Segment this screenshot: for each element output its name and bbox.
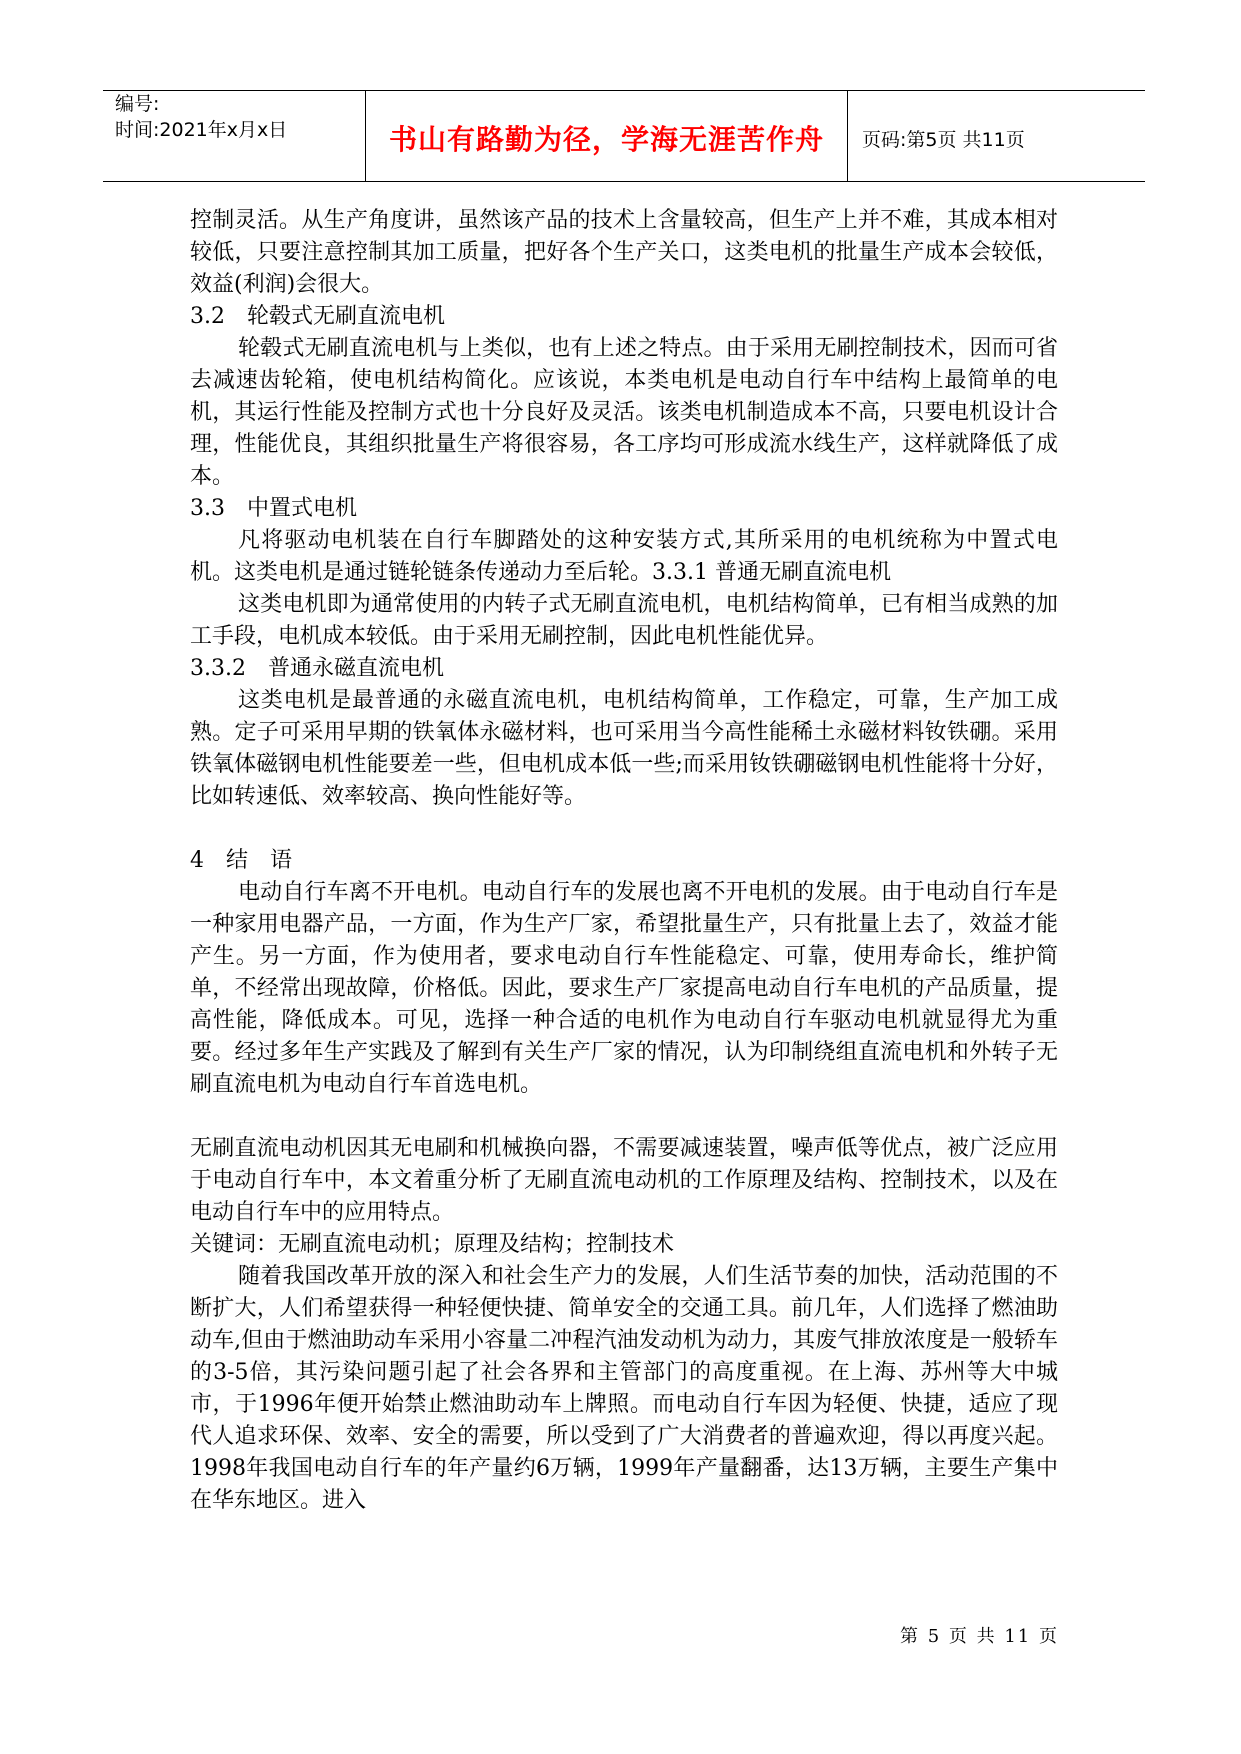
section-heading-3-3: 3.3 中置式电机 <box>190 496 357 521</box>
header-meta <box>103 91 366 181</box>
paragraph: 凡将驱动电机装在自行车脚踏处的这种安装方式,其所采用的电机统称为中置式电机。这类电机是通过链轮链条传递动力至后轮。3.3.1 普通无刷直流电机 <box>190 528 1058 585</box>
section-heading-3-2: 3.2 轮毂式无刷直流电机 <box>190 304 445 329</box>
keywords-line: 关键词：无刷直流电动机；原理及结构；控制技术 <box>190 1232 675 1257</box>
paragraph: 这类电机是最普通的永磁直流电机，电机结构简单，工作稳定，可靠，生产加工成熟。定子可采用早期的铁氧体永磁材料，也可采用当今高性能稀土永磁材料钕铁硼。采用铁氧体磁钢电机性能要差一些，但电机成本低一些;而采用钕铁硼磁钢电机性能将十分好，比如转速低、效率较高、换向性能好等。 <box>190 688 1058 809</box>
page-footer: 第 5 页 共 11 页 <box>900 1626 1059 1647</box>
header-motto: 书山有路勤为径，学海无涯苦作舟 <box>366 91 848 181</box>
paragraph: 随着我国改革开放的深入和社会生产力的发展，人们生活节奏的加快，活动范围的不断扩大，人们希望获得一种轻便快捷、简单安全的交通工具。前几年，人们选择了燃油助动车,但由于燃油助动车采用小容量二冲程汽油发动机为动力，其废气排放浓度是一般轿车的3-5倍，其污染问题引起了社会各界和主管部门的高度重视。在上海、苏州等大中城市，于1996年便开始禁止燃油助动车上牌照。而电动自行车因为轻便、快捷，适应了现代人追求环保、效率、安全的需要，所以受到了广大消费者的普遍欢迎，得以再度兴起。1998年我国电动自行车的年产量约6万辆，1999年产量翻番，达13万辆，主要生产集中在华东地区。进入 <box>190 1264 1058 1513</box>
document-body <box>190 205 1058 1517</box>
abstract-paragraph: 无刷直流电动机因其无电刷和机械换向器，不需要减速装置，噪声低等优点，被广泛应用于电动自行车中，本文着重分析了无刷直流电动机的工作原理及结构、控制技术，以及在电动自行车中的应用特点。 <box>190 1136 1058 1225</box>
section-heading-4: 4 结 语 <box>190 848 292 873</box>
blank-line <box>190 1101 1058 1133</box>
paragraph: 轮毂式无刷直流电机与上类似，也有上述之特点。由于采用无刷控制技术，因而可省去减速齿轮箱，使电机结构简化。应该说，本类电机是电动自行车中结构上最简单的电机，其运行性能及控制方式也十分良好及灵活。该类电机制造成本不高，只要电机设计合理，性能优良，其组织批量生产将很容易，各工序均可形成流水线生产，这样就降低了成本。 <box>190 336 1058 489</box>
document-header <box>103 90 1145 182</box>
section-heading-3-3-2: 3.3.2 普通永磁直流电机 <box>190 656 444 681</box>
header-page-number: 页码:第5页 共11页 <box>862 128 1025 151</box>
serial-number-label: 编号: <box>115 93 160 115</box>
paragraph: 控制灵活。从生产角度讲，虽然该产品的技术上含量较高，但生产上并不难，其成本相对较低，只要注意控制其加工质量，把好各个生产关口，这类电机的批量生产成本会较低，效益(利润)会很大。 <box>190 208 1058 297</box>
paragraph: 电动自行车离不开电机。电动自行车的发展也离不开电机的发展。由于电动自行车是一种家用电器产品，一方面，作为生产厂家，希望批量生产，只有批量上去了，效益才能产生。另一方面，作为使用者，要求电动自行车性能稳定、可靠，使用寿命长，维护简单，不经常出现故障，价格低。因此，要求生产厂家提高电动自行车电机的产品质量，提高性能，降低成本。可见，选择一种合适的电机作为电动自行车驱动电机就显得尤为重要。经过多年生产实践及了解到有关生产厂家的情况，认为印制绕组直流电机和外转子无刷直流电机为电动自行车首选电机。 <box>190 880 1058 1097</box>
blank-line <box>190 813 1058 845</box>
time-label: 时间:2021年x月x日 <box>115 119 288 141</box>
paragraph: 这类电机即为通常使用的内转子式无刷直流电机，电机结构简单，已有相当成熟的加工手段，电机成本较低。由于采用无刷控制，因此电机性能优异。 <box>190 592 1058 649</box>
